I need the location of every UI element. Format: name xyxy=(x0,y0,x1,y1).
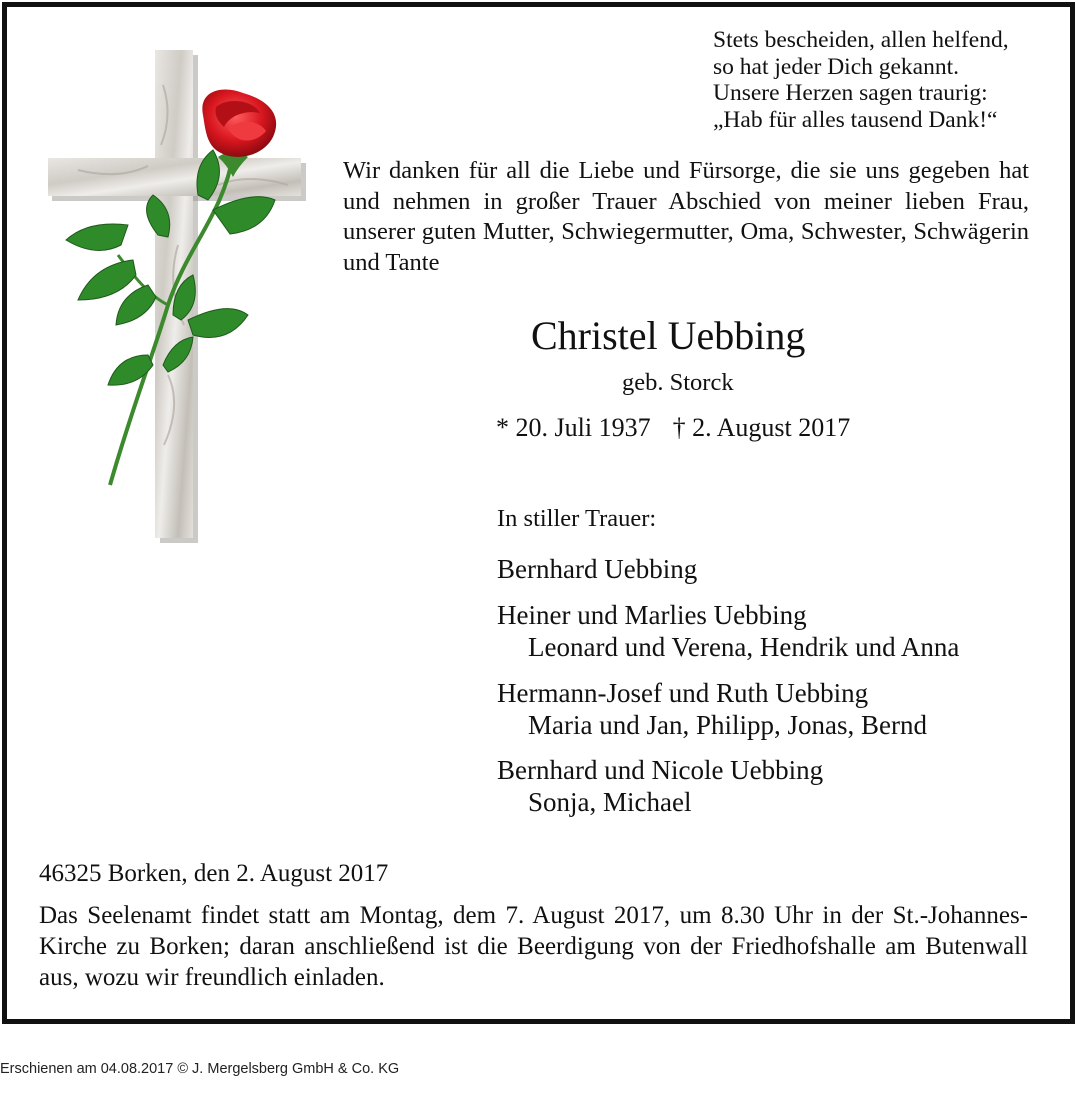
funeral-notice: Das Seelenamt findet statt am Montag, dem 7. August 2017, um 8.30 Uhr in der St.-Johannes-Kirche zu Borken; daran anschließend ist die Beerdigung von der Friedhofshalle am Butenwall aus, wozu wir freundlich einladen. xyxy=(39,902,1028,991)
mourner-main: Bernhard und Nicole Uebbing xyxy=(497,755,824,785)
mourner-family xyxy=(497,754,823,818)
mourner-main: Hermann-Josef und Ruth Uebbing xyxy=(497,678,869,708)
publication-footer: Erschienen am 04.08.2017 © J. Mergelsberg GmbH & Co. KG xyxy=(0,1061,400,1077)
birth-date: * 20. Juli 1937 xyxy=(496,413,651,442)
poem xyxy=(713,27,1009,133)
poem-line: Stets bescheiden, allen helfend, xyxy=(713,27,1009,53)
place-date: 46325 Borken, den 2. August 2017 xyxy=(39,860,389,887)
life-dates xyxy=(496,412,850,444)
birth-name: geb. Storck xyxy=(622,369,734,396)
mourner-family xyxy=(497,599,959,663)
mourner-main: Heiner und Marlies Uebbing xyxy=(497,600,807,630)
mourners-heading: In stiller Trauer: xyxy=(497,505,657,532)
mourner-sub: Leonard und Verena, Hendrik und Anna xyxy=(528,632,960,662)
mourner-sub: Maria und Jan, Philipp, Jonas, Bernd xyxy=(528,710,927,740)
deceased-name: Christel Uebbing xyxy=(531,313,806,358)
mourner-family xyxy=(497,553,697,585)
poem-line: „Hab für alles tausend Dank!“ xyxy=(713,106,998,133)
mourner-family xyxy=(497,677,927,741)
mourner-main: Bernhard Uebbing xyxy=(497,554,698,584)
poem-line: so hat jeder Dich gekannt. xyxy=(713,53,960,80)
poem-line: Unsere Herzen sagen traurig: xyxy=(713,80,988,106)
marble-cross-with-red-rose-icon xyxy=(38,45,308,545)
mourner-sub: Sonja, Michael xyxy=(528,787,692,817)
death-date: † 2. August 2017 xyxy=(672,413,851,442)
intro-text: Wir danken für all die Liebe und Fürsorge, die sie uns gegeben hat und nehmen in großer Trauer Abschied von meiner lieben Frau, unserer guten Mutter, Schwiegermutter, Oma, Schwester, Schwägerin und Tante xyxy=(343,157,1029,276)
